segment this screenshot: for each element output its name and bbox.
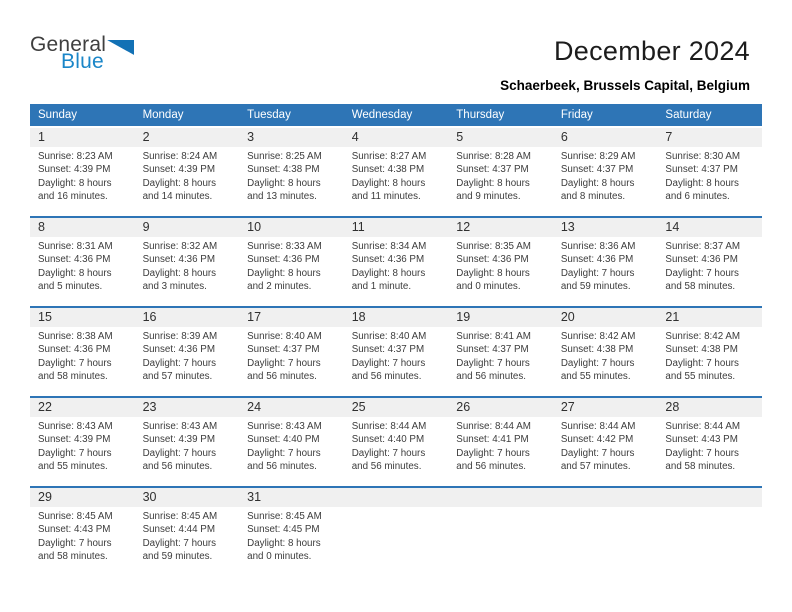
sunrise-text: Sunrise: 8:36 AM bbox=[560, 241, 636, 252]
week-row bbox=[30, 126, 762, 216]
day-number-band bbox=[30, 128, 762, 147]
sunset-text: Sunset: 4:38 PM bbox=[665, 344, 738, 356]
week-body bbox=[30, 147, 762, 216]
sunset-text: Sunset: 4:36 PM bbox=[38, 254, 111, 266]
sunset-text: Sunset: 4:39 PM bbox=[38, 434, 111, 446]
day-number: 27 bbox=[560, 400, 575, 414]
sunrise-text: Sunrise: 8:31 AM bbox=[38, 241, 113, 252]
sunrise-text: Sunrise: 8:29 AM bbox=[560, 151, 636, 162]
day-number: 1 bbox=[38, 130, 45, 144]
day-cell bbox=[657, 237, 762, 306]
sunrise-text: Sunrise: 8:45 AM bbox=[38, 511, 113, 522]
daylight-text: Daylight: 7 hours and 55 minutes. bbox=[38, 447, 112, 473]
week-body bbox=[30, 237, 762, 306]
day-number: 21 bbox=[665, 310, 680, 324]
day-cell bbox=[30, 147, 135, 216]
sunset-text: Sunset: 4:37 PM bbox=[456, 344, 529, 356]
sunset-text: Sunset: 4:40 PM bbox=[351, 434, 425, 446]
sunrise-text: Sunrise: 8:42 AM bbox=[560, 331, 636, 342]
day-number: 2 bbox=[142, 130, 150, 144]
day-number: 16 bbox=[142, 310, 157, 324]
day-number: 30 bbox=[142, 490, 157, 504]
sunrise-text: Sunrise: 8:28 AM bbox=[456, 151, 531, 162]
weekday-header-saturday: Saturday bbox=[665, 109, 712, 121]
day-number: 15 bbox=[38, 310, 52, 324]
day-cell bbox=[657, 147, 762, 216]
daylight-text: Daylight: 8 hours and 13 minutes. bbox=[247, 177, 321, 203]
day-cell bbox=[135, 507, 240, 576]
day-cell bbox=[344, 147, 449, 216]
sunset-text: Sunset: 4:45 PM bbox=[247, 524, 320, 536]
day-cell bbox=[30, 327, 135, 396]
daylight-text: Daylight: 7 hours and 55 minutes. bbox=[665, 357, 739, 383]
sunrise-text: Sunrise: 8:42 AM bbox=[665, 331, 741, 342]
daylight-text: Daylight: 8 hours and 0 minutes. bbox=[456, 267, 530, 293]
weekday-header-tuesday: Tuesday bbox=[247, 109, 291, 121]
day-number-band bbox=[30, 488, 762, 507]
day-number: 12 bbox=[456, 220, 471, 234]
sunrise-text: Sunrise: 8:23 AM bbox=[38, 151, 113, 162]
sunset-text: Sunset: 4:39 PM bbox=[142, 434, 215, 446]
daylight-text: Daylight: 8 hours and 5 minutes. bbox=[38, 267, 112, 293]
day-cell bbox=[657, 417, 762, 486]
day-cell bbox=[135, 147, 240, 216]
day-cell bbox=[135, 237, 240, 306]
logo-text-general: General bbox=[30, 33, 107, 56]
day-cell bbox=[344, 417, 449, 486]
sunset-text: Sunset: 4:37 PM bbox=[351, 344, 425, 356]
daylight-text: Daylight: 7 hours and 58 minutes. bbox=[38, 537, 112, 563]
sunrise-text: Sunrise: 8:44 AM bbox=[665, 421, 741, 432]
daylight-text: Daylight: 7 hours and 56 minutes. bbox=[351, 357, 426, 383]
sunrise-text: Sunrise: 8:44 AM bbox=[560, 421, 636, 432]
empty-day-cell bbox=[344, 507, 449, 576]
calendar-table bbox=[30, 104, 762, 576]
day-cell bbox=[239, 327, 344, 396]
day-cell bbox=[553, 417, 658, 486]
daylight-text: Daylight: 7 hours and 56 minutes. bbox=[142, 447, 217, 473]
day-number: 28 bbox=[665, 400, 680, 414]
day-cell bbox=[344, 237, 449, 306]
week-row bbox=[30, 306, 762, 396]
sunrise-text: Sunrise: 8:45 AM bbox=[247, 511, 322, 522]
sunset-text: Sunset: 4:40 PM bbox=[247, 434, 320, 446]
sunrise-text: Sunrise: 8:27 AM bbox=[351, 151, 427, 162]
sunrise-text: Sunrise: 8:39 AM bbox=[142, 331, 218, 342]
sunrise-text: Sunrise: 8:30 AM bbox=[665, 151, 741, 162]
sunrise-text: Sunrise: 8:24 AM bbox=[142, 151, 218, 162]
day-number: 13 bbox=[560, 220, 575, 234]
day-cell bbox=[30, 507, 135, 576]
day-cell bbox=[30, 417, 135, 486]
sunrise-text: Sunrise: 8:44 AM bbox=[351, 421, 427, 432]
day-number: 3 bbox=[247, 130, 255, 144]
empty-day-cell bbox=[657, 507, 762, 576]
day-number: 22 bbox=[38, 400, 52, 414]
day-number: 17 bbox=[247, 310, 262, 324]
weekday-header-monday: Monday bbox=[142, 109, 184, 121]
sunset-text: Sunset: 4:43 PM bbox=[665, 434, 738, 446]
daylight-text: Daylight: 7 hours and 58 minutes. bbox=[38, 357, 112, 383]
empty-day-number bbox=[553, 488, 658, 507]
day-cell bbox=[448, 327, 553, 396]
sunrise-text: Sunrise: 8:45 AM bbox=[142, 511, 218, 522]
sunset-text: Sunset: 4:37 PM bbox=[247, 344, 320, 356]
day-number: 20 bbox=[560, 310, 575, 324]
sunrise-text: Sunrise: 8:35 AM bbox=[456, 241, 531, 252]
day-number: 24 bbox=[247, 400, 262, 414]
day-number: 14 bbox=[665, 220, 680, 234]
daylight-text: Daylight: 8 hours and 1 minute. bbox=[351, 267, 426, 293]
day-cell bbox=[448, 237, 553, 306]
sunrise-text: Sunrise: 8:37 AM bbox=[665, 241, 741, 252]
day-number: 25 bbox=[351, 400, 366, 414]
day-number-band bbox=[30, 398, 762, 417]
daylight-text: Daylight: 8 hours and 3 minutes. bbox=[142, 267, 217, 293]
day-number: 8 bbox=[38, 220, 45, 234]
sunset-text: Sunset: 4:38 PM bbox=[560, 344, 634, 356]
calendar-weeks bbox=[30, 126, 762, 576]
sunrise-text: Sunrise: 8:38 AM bbox=[38, 331, 113, 342]
day-cell bbox=[448, 417, 553, 486]
day-number-band bbox=[30, 308, 762, 327]
sunset-text: Sunset: 4:36 PM bbox=[38, 344, 111, 356]
sunset-text: Sunset: 4:41 PM bbox=[456, 434, 529, 446]
week-body bbox=[30, 327, 762, 396]
sunset-text: Sunset: 4:42 PM bbox=[560, 434, 634, 446]
sunrise-text: Sunrise: 8:32 AM bbox=[142, 241, 218, 252]
sunset-text: Sunset: 4:39 PM bbox=[142, 164, 215, 176]
day-number: 26 bbox=[456, 400, 471, 414]
day-cell bbox=[239, 417, 344, 486]
day-cell bbox=[553, 327, 658, 396]
empty-day-cell bbox=[448, 507, 553, 576]
empty-day-number bbox=[657, 488, 762, 507]
day-number: 9 bbox=[142, 220, 150, 234]
daylight-text: Daylight: 7 hours and 56 minutes. bbox=[456, 447, 530, 473]
daylight-text: Daylight: 7 hours and 56 minutes. bbox=[247, 357, 321, 383]
day-cell bbox=[448, 147, 553, 216]
day-number: 29 bbox=[38, 490, 52, 504]
sunset-text: Sunset: 4:37 PM bbox=[665, 164, 738, 176]
logo-text-blue: Blue bbox=[61, 50, 104, 73]
day-number-band bbox=[30, 218, 762, 237]
day-number: 31 bbox=[247, 490, 262, 504]
day-cell bbox=[657, 327, 762, 396]
day-number: 6 bbox=[560, 130, 568, 144]
sunset-text: Sunset: 4:36 PM bbox=[142, 254, 215, 266]
sunrise-text: Sunrise: 8:40 AM bbox=[351, 331, 427, 342]
sunrise-text: Sunrise: 8:25 AM bbox=[247, 151, 322, 162]
daylight-text: Daylight: 8 hours and 14 minutes. bbox=[142, 177, 217, 203]
day-cell bbox=[344, 327, 449, 396]
sunset-text: Sunset: 4:36 PM bbox=[351, 254, 425, 266]
week-body bbox=[30, 507, 762, 576]
empty-day-number bbox=[448, 488, 553, 507]
daylight-text: Daylight: 7 hours and 57 minutes. bbox=[142, 357, 217, 383]
sunset-text: Sunset: 4:36 PM bbox=[560, 254, 634, 266]
week-row bbox=[30, 396, 762, 486]
sunset-text: Sunset: 4:43 PM bbox=[38, 524, 111, 536]
page-title: December 2024 bbox=[553, 36, 750, 66]
sunrise-text: Sunrise: 8:40 AM bbox=[247, 331, 322, 342]
sunset-text: Sunset: 4:38 PM bbox=[351, 164, 425, 176]
day-cell bbox=[30, 237, 135, 306]
daylight-text: Daylight: 8 hours and 0 minutes. bbox=[247, 537, 321, 563]
day-number: 4 bbox=[351, 130, 359, 144]
empty-day-number bbox=[344, 488, 449, 507]
day-number: 10 bbox=[247, 220, 262, 234]
daylight-text: Daylight: 8 hours and 8 minutes. bbox=[560, 177, 635, 203]
daylight-text: Daylight: 7 hours and 59 minutes. bbox=[560, 267, 635, 293]
sunrise-text: Sunrise: 8:34 AM bbox=[351, 241, 427, 252]
day-cell bbox=[553, 237, 658, 306]
sunset-text: Sunset: 4:36 PM bbox=[142, 344, 215, 356]
weekday-header-friday: Friday bbox=[560, 109, 593, 121]
sunrise-text: Sunrise: 8:43 AM bbox=[38, 421, 113, 432]
daylight-text: Daylight: 7 hours and 58 minutes. bbox=[665, 267, 739, 293]
sunrise-text: Sunrise: 8:41 AM bbox=[456, 331, 531, 342]
day-number: 19 bbox=[456, 310, 471, 324]
daylight-text: Daylight: 7 hours and 59 minutes. bbox=[142, 537, 217, 563]
weekday-header-row bbox=[30, 104, 762, 126]
sunset-text: Sunset: 4:36 PM bbox=[247, 254, 320, 266]
day-number: 7 bbox=[665, 130, 673, 144]
week-body bbox=[30, 417, 762, 486]
sunset-text: Sunset: 4:37 PM bbox=[560, 164, 634, 176]
daylight-text: Daylight: 7 hours and 55 minutes. bbox=[560, 357, 635, 383]
daylight-text: Daylight: 7 hours and 56 minutes. bbox=[351, 447, 426, 473]
daylight-text: Daylight: 7 hours and 56 minutes. bbox=[247, 447, 321, 473]
logo bbox=[30, 33, 134, 74]
day-cell bbox=[239, 237, 344, 306]
title-block bbox=[500, 36, 750, 93]
weekday-header-wednesday: Wednesday bbox=[351, 109, 413, 121]
weekday-header-sunday: Sunday bbox=[38, 109, 78, 121]
week-row bbox=[30, 486, 762, 576]
sunset-text: Sunset: 4:36 PM bbox=[665, 254, 738, 266]
daylight-text: Daylight: 8 hours and 11 minutes. bbox=[351, 177, 426, 203]
sunset-text: Sunset: 4:36 PM bbox=[456, 254, 529, 266]
daylight-text: Daylight: 8 hours and 16 minutes. bbox=[38, 177, 112, 203]
day-cell bbox=[239, 147, 344, 216]
daylight-text: Daylight: 7 hours and 56 minutes. bbox=[456, 357, 530, 383]
day-number: 5 bbox=[456, 130, 464, 144]
week-row bbox=[30, 216, 762, 306]
day-number: 11 bbox=[351, 220, 365, 234]
day-cell bbox=[135, 327, 240, 396]
daylight-text: Daylight: 8 hours and 9 minutes. bbox=[456, 177, 530, 203]
sunset-text: Sunset: 4:39 PM bbox=[38, 164, 111, 176]
page-subtitle: Schaerbeek, Brussels Capital, Belgium bbox=[500, 78, 750, 93]
daylight-text: Daylight: 7 hours and 57 minutes. bbox=[560, 447, 635, 473]
sunset-text: Sunset: 4:44 PM bbox=[142, 524, 215, 536]
day-cell bbox=[553, 147, 658, 216]
weekday-header-thursday: Thursday bbox=[456, 109, 505, 121]
sunset-text: Sunset: 4:37 PM bbox=[456, 164, 529, 176]
sunrise-text: Sunrise: 8:33 AM bbox=[247, 241, 322, 252]
daylight-text: Daylight: 8 hours and 6 minutes. bbox=[665, 177, 739, 203]
day-number: 23 bbox=[142, 400, 157, 414]
sunrise-text: Sunrise: 8:43 AM bbox=[142, 421, 218, 432]
day-cell bbox=[239, 507, 344, 576]
sunset-text: Sunset: 4:38 PM bbox=[247, 164, 320, 176]
sunrise-text: Sunrise: 8:43 AM bbox=[247, 421, 322, 432]
day-cell bbox=[135, 417, 240, 486]
empty-day-cell bbox=[553, 507, 658, 576]
day-number: 18 bbox=[351, 310, 366, 324]
daylight-text: Daylight: 8 hours and 2 minutes. bbox=[247, 267, 321, 293]
sunrise-text: Sunrise: 8:44 AM bbox=[456, 421, 531, 432]
daylight-text: Daylight: 7 hours and 58 minutes. bbox=[665, 447, 739, 473]
